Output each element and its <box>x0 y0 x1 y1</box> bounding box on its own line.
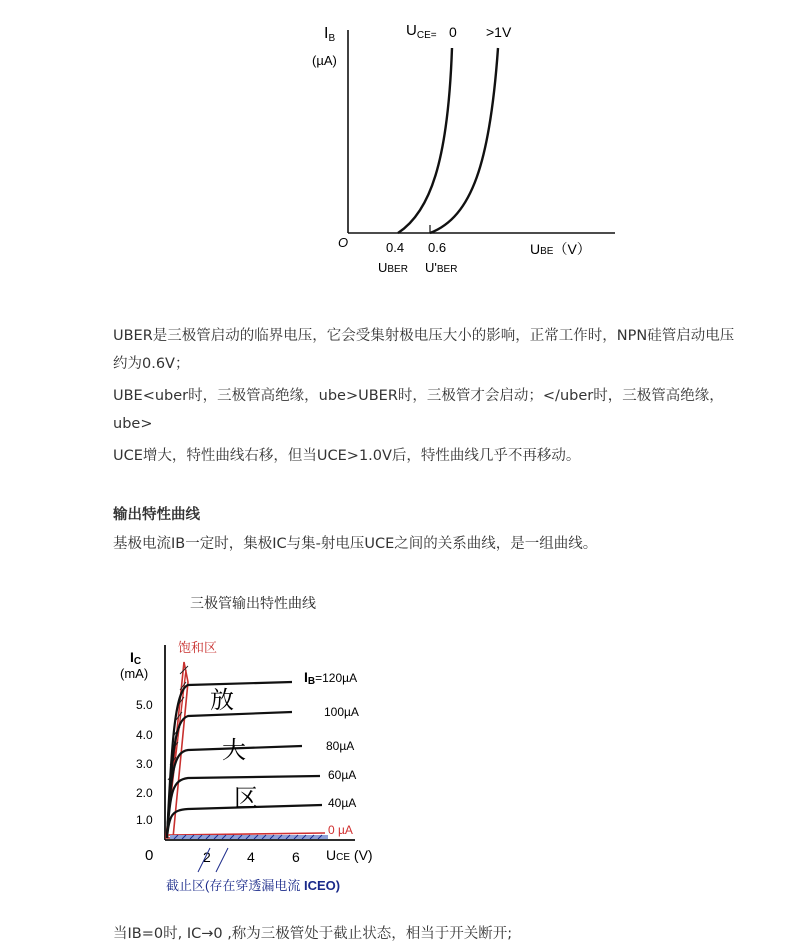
fig1-tick1-name: UBER <box>378 260 408 275</box>
fig2-curve-100ua <box>167 712 292 838</box>
fig2-cutoff-label: 截止区(存在穿透漏电流 ICEO) <box>166 878 341 893</box>
fig2-curve-label-80: 80µA <box>326 739 355 753</box>
fig1-y-unit: (µA) <box>312 53 337 68</box>
fig1-x-label: UBE（V） <box>530 241 591 257</box>
fig2-y-unit: (mA) <box>120 666 149 681</box>
paragraph-output-intro <box>113 530 793 558</box>
output-characteristic-figure <box>110 590 410 900</box>
fig1-curve-label-1: >1V <box>486 24 512 40</box>
fig2-x-tick-4: 4 <box>247 849 255 865</box>
fig2-curve-label-40: 40µA <box>328 796 357 810</box>
fig1-curve-label-prefix: $U_{CE=}$ <box>406 22 437 41</box>
fig2-y-tick-3: 3.0 <box>136 757 153 771</box>
fig1-curve-uce-1v <box>430 48 498 233</box>
fig1-curve-label-0: 0 <box>449 24 457 40</box>
paragraph-ube <box>113 382 793 438</box>
paragraph-uber <box>113 322 793 378</box>
fig2-region-char-3: 区 <box>234 785 258 812</box>
fig1-origin: O <box>338 235 349 250</box>
fig2-y-tick-4: 4.0 <box>136 728 153 742</box>
fig2-y-tick-2: 2.0 <box>136 786 153 800</box>
section-heading: 输出特性曲线 <box>113 507 200 523</box>
fig2-curve-label-120: IB=120µA <box>304 669 358 687</box>
paragraph-cutoff-text: 当IB=0时, IC→0 ,称为三极管处于截止状态，相当于开关断开; <box>113 926 513 942</box>
fig2-y-tick-1: 1.0 <box>136 813 153 827</box>
fig2-curve-label-60: 60µA <box>328 768 357 782</box>
fig2-x-tick-6: 6 <box>292 849 300 865</box>
paragraph-uber-line1: UBER是三极管启动的临界电压，它会受集射极电压大小的影响，正常工作时，NPN硅管启动电压 <box>113 328 735 344</box>
fig2-curve-label-0: 0 µA <box>328 823 353 837</box>
fig2-y-label: IC <box>130 649 142 667</box>
paragraph-uber-line2: 约为0.6V； <box>113 356 190 372</box>
fig2-region-char-2: 大 <box>222 737 246 764</box>
fig1-curve-uce-0 <box>398 48 452 233</box>
fig2-x-label: UCE (V) <box>326 847 373 863</box>
input-characteristic-figure <box>312 12 620 290</box>
fig2-origin: 0 <box>145 847 154 864</box>
paragraph-ube-line2: ube> <box>113 416 153 432</box>
fig2-curve-label-100: 100µA <box>324 705 359 719</box>
fig2-saturation-label: 饱和区 <box>178 640 218 655</box>
fig2-x-tick-2: 2 <box>203 849 211 865</box>
paragraph-cutoff <box>113 920 793 948</box>
paragraph-uce-text: UCE增大，特性曲线右移，但当UCE>1.0V后，特性曲线几乎不再移动。 <box>113 448 581 464</box>
fig1-tick2-name: U'BER <box>425 260 458 275</box>
paragraph-output-intro-text: 基极电流IB一定时，集极IC与集-射电压UCE之间的关系曲线，是一组曲线。 <box>113 536 598 552</box>
fig1-tick2-label: 0.6 <box>428 240 447 255</box>
fig2-y-tick-5: 5.0 <box>136 698 153 712</box>
fig2-region-char-1: 放 <box>210 687 234 714</box>
fig1-y-label: IB <box>324 25 336 44</box>
paragraph-uce <box>113 442 793 470</box>
fig2-title: 三极管输出特性曲线 <box>190 595 316 611</box>
fig1-tick1-label: 0.4 <box>386 240 405 255</box>
paragraph-ube-line1: UBE<uber时，三极管高绝缘，ube>UBER时，三极管才会启动；</uber时，三极管高绝缘， <box>113 388 724 404</box>
